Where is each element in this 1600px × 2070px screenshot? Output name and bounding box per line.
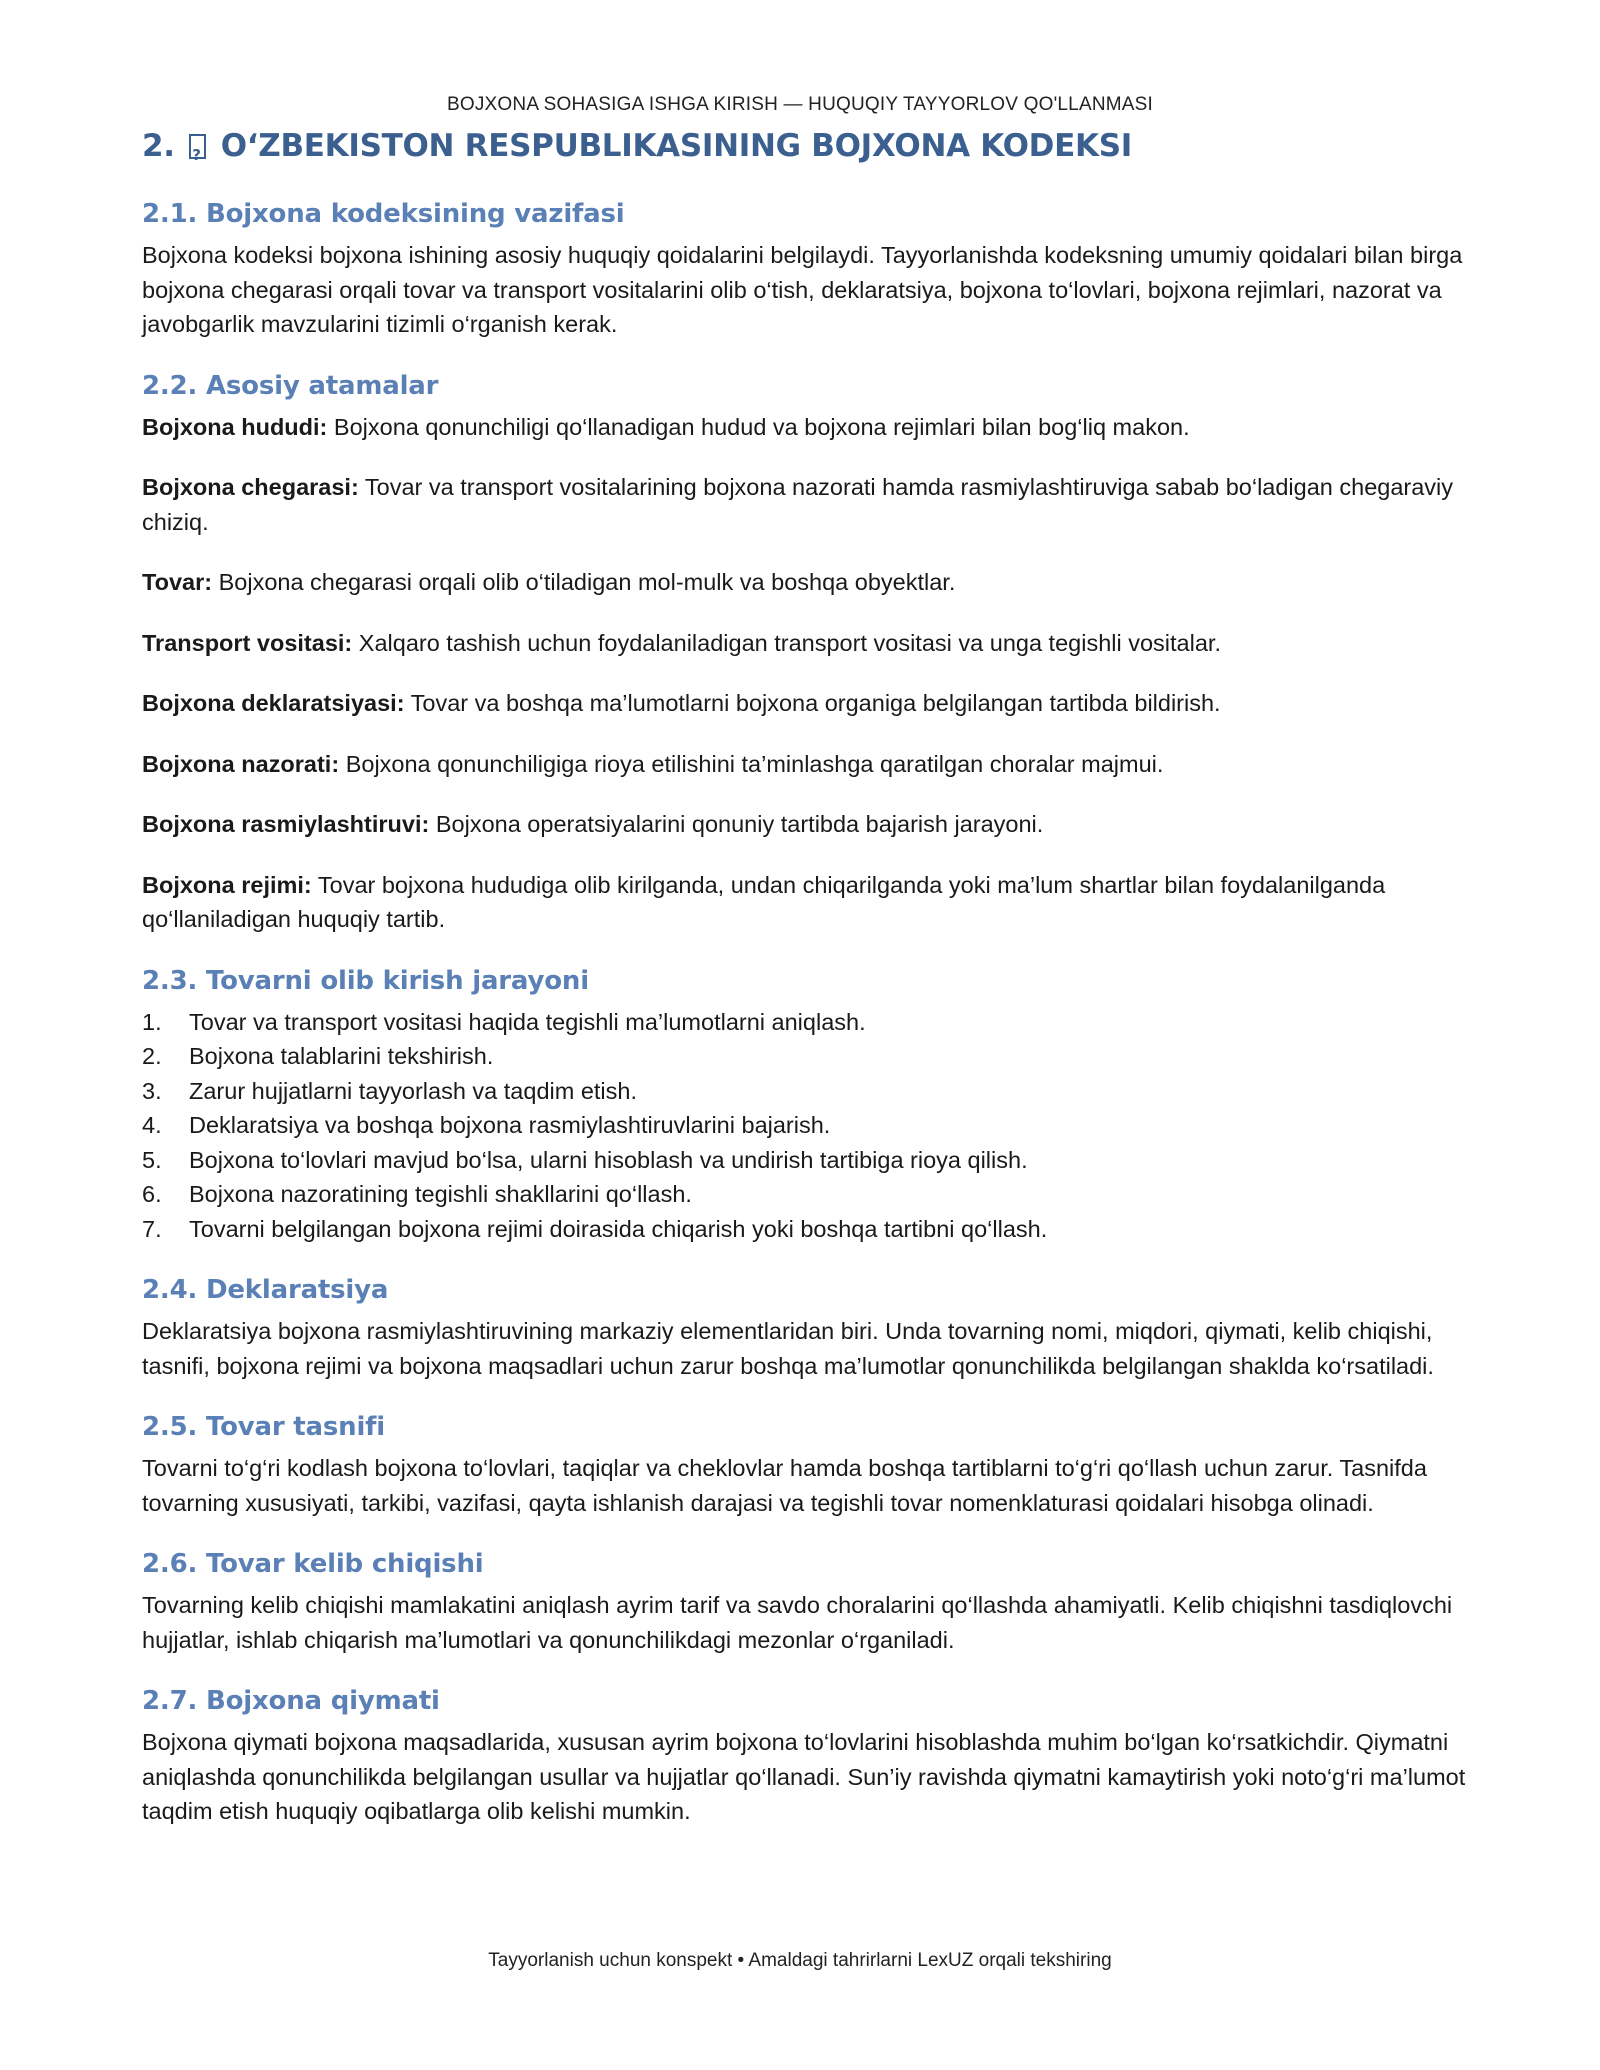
term-name: Bojxona nazorati: (142, 750, 340, 777)
step-number: 3. (142, 1077, 162, 1104)
section-heading: 2.3. Tovarni olib kirish jarayoni (142, 965, 589, 996)
step-text: Bojxona talablarini tekshirish. (189, 1043, 494, 1069)
term-name: Bojxona rejimi: (142, 871, 312, 898)
chapter-number: 2. (142, 128, 175, 164)
term-name: Bojxona hududi: (142, 413, 328, 440)
terms-list (142, 410, 1472, 937)
chapter-title (142, 124, 1472, 168)
term-definition: Xalqaro tashish uchun foydalaniladigan transport vositasi va unga tegishli vositalar. (352, 629, 1221, 656)
term-definition: Bojxona qonunchiligiga rioya etilishini ta’minlashga qaratilgan choralar majmui. (339, 750, 1164, 777)
list-item (142, 1108, 1472, 1143)
section-heading: 2.6. Tovar kelib chiqishi (142, 1549, 484, 1579)
section-paragraph: Bojxona qiymati bojxona maqsadlarida, xususan ayrim bojxona to‘lovlarini hisoblashda muhim bo‘lgan ko‘rsatkichdir. Qiymatni aniqlashda qonunchilikda belgilangan usullar va hujjatlar qo‘llanadi. Sun’iy ravishda qiymatni kamaytirish yoki noto‘g‘ri ma’lumot taqdim etish huquqiy oqibatlarga olib kelishi mumkin. (142, 1729, 1466, 1824)
section-2-5 (142, 1407, 1472, 1520)
section-2-3 (142, 961, 1472, 1247)
term-name: Bojxona rasmiylashtiruvi: (142, 811, 430, 837)
term-definition: Tovar va boshqa ma’lumotlarni bojxona organiga belgilangan tartibda bildirish. (404, 690, 1221, 716)
list-item (142, 1143, 1472, 1178)
term-entry (142, 807, 1472, 842)
term-name: Tovar: (142, 569, 213, 595)
step-text: Bojxona to‘lovlari mavjud bo‘lsa, ularni hisoblash va undirish tartibiga rioya qilish. (189, 1146, 1028, 1173)
term-entry (142, 565, 1472, 600)
section-2-2 (142, 366, 1472, 937)
list-item (142, 1005, 1472, 1040)
step-number: 2. (142, 1043, 162, 1069)
list-item (142, 1212, 1472, 1247)
step-number: 6. (142, 1181, 162, 1207)
term-definition: Tovar bojxona hududiga olib kirilganda, undan chiqarilganda yoki ma’lum shartlar bilan foydalanilganda qo‘llaniladigan huquqiy tartib. (142, 871, 1386, 932)
section-2-6 (142, 1544, 1472, 1657)
page-content (142, 124, 1472, 1853)
list-item (142, 1039, 1472, 1074)
step-text: Tovar va transport vositasi haqida tegishli ma’lumotlarni aniqlash. (189, 1008, 866, 1035)
missing-glyph-icon (189, 134, 206, 159)
step-text: Deklaratsiya va boshqa bojxona rasmiylashtiruvlarini bajarish. (189, 1112, 831, 1138)
step-text: Bojxona nazoratining tegishli shakllarini qo‘llash. (189, 1181, 692, 1207)
section-heading: 2.1. Bojxona kodeksining vazifasi (142, 199, 625, 229)
term-definition: Bojxona qonunchiligi qo‘llanadigan hudud va bojxona rejimlari bilan bog‘liq makon. (327, 413, 1190, 440)
steps-list (142, 1005, 1472, 1247)
term-entry (142, 470, 1472, 539)
term-name: Bojxona chegarasi: (142, 474, 359, 500)
section-heading: 2.7. Bojxona qiymati (142, 1686, 440, 1716)
section-heading: 2.2. Asosiy atamalar (142, 370, 439, 401)
term-definition: Tovar va transport vositalarining bojxona nazorati hamda rasmiylashtiruviga sabab bo‘ladigan chegaraviy chiziq. (142, 474, 1454, 535)
step-text: Tovarni belgilangan bojxona rejimi doirasida chiqarish yoki boshqa tartibni qo‘llash. (189, 1215, 1048, 1242)
step-number: 1. (142, 1008, 162, 1035)
term-entry (142, 410, 1472, 445)
section-heading: 2.4. Deklaratsiya (142, 1275, 389, 1305)
step-number: 4. (142, 1112, 162, 1138)
section-2-7 (142, 1681, 1472, 1829)
term-entry (142, 747, 1472, 782)
section-2-4 (142, 1270, 1472, 1383)
section-paragraph: Deklaratsiya bojxona rasmiylashtiruvining markaziy elementlaridan biri. Unda tovarning nomi, miqdori, qiymati, kelib chiqishi, tasnifi, bojxona rejimi va bojxona maqsadlari uchun zarur boshqa ma’lumotlar qonunchilikda belgilangan shaklda ko‘rsatiladi. (142, 1318, 1434, 1379)
term-name: Transport vositasi: (142, 629, 353, 656)
section-2-1 (142, 194, 1472, 342)
section-paragraph: Tovarni to‘g‘ri kodlash bojxona to‘lovlari, taqiqlar va cheklovlar hamda boshqa tartiblarni to‘g‘ri qo‘llash uchun zarur. Tasnifda tovarning xususiyati, tarkibi, vazifasi, qayta ishlanish darajasi va tegishli tovar nomenklaturasi qoidalari hisobga olinadi. (142, 1455, 1427, 1516)
running-header: BOJXONA SOHASIGA ISHGA KIRISH — HUQUQIY TAYYORLOV QO'LLANMASI (447, 94, 1153, 115)
term-entry (142, 626, 1472, 661)
section-paragraph: Bojxona kodeksi bojxona ishining asosiy huquqiy qoidalarini belgilaydi. Tayyorlanishda kodeksning umumiy qoidalari bilan birga bojxona chegarasi orqali tovar va transport vositalarini olib o‘tish, deklaratsiya, bojxona to‘lovlari, bojxona rejimlari, nazorat va javobgarlik mavzularini tizimli o‘rganish kerak. (142, 242, 1463, 337)
list-item (142, 1177, 1472, 1212)
term-entry (142, 868, 1472, 937)
section-paragraph: Tovarning kelib chiqishi mamlakatini aniqlash ayrim tarif va savdo choralarini qo‘llashda ahamiyatli. Kelib chiqishni tasdiqlovchi hujjatlar, ishlab chiqarish ma’lumotlari va qonunchilikdagi mezonlar o‘rganiladi. (142, 1592, 1453, 1653)
step-text: Zarur hujjatlarni tayyorlash va taqdim etish. (189, 1077, 638, 1104)
term-definition: Bojxona operatsiyalarini qonuniy tartibda bajarish jarayoni. (429, 811, 1044, 837)
running-footer: Tayyorlanish uchun konspekt • Amaldagi tahrirlarni LexUZ orqali tekshiring (488, 1950, 1112, 1971)
term-name: Bojxona deklaratsiyasi: (142, 690, 405, 716)
term-entry (142, 686, 1472, 721)
step-number: 5. (142, 1146, 162, 1173)
step-number: 7. (142, 1215, 162, 1242)
chapter-title-text: O‘ZBEKISTON RESPUBLIKASINING BOJXONA KODEKSI (220, 128, 1132, 164)
list-item (142, 1074, 1472, 1109)
section-heading: 2.5. Tovar tasnifi (142, 1412, 385, 1442)
term-definition: Bojxona chegarasi orqali olib o‘tiladigan mol-mulk va boshqa obyektlar. (212, 569, 956, 595)
